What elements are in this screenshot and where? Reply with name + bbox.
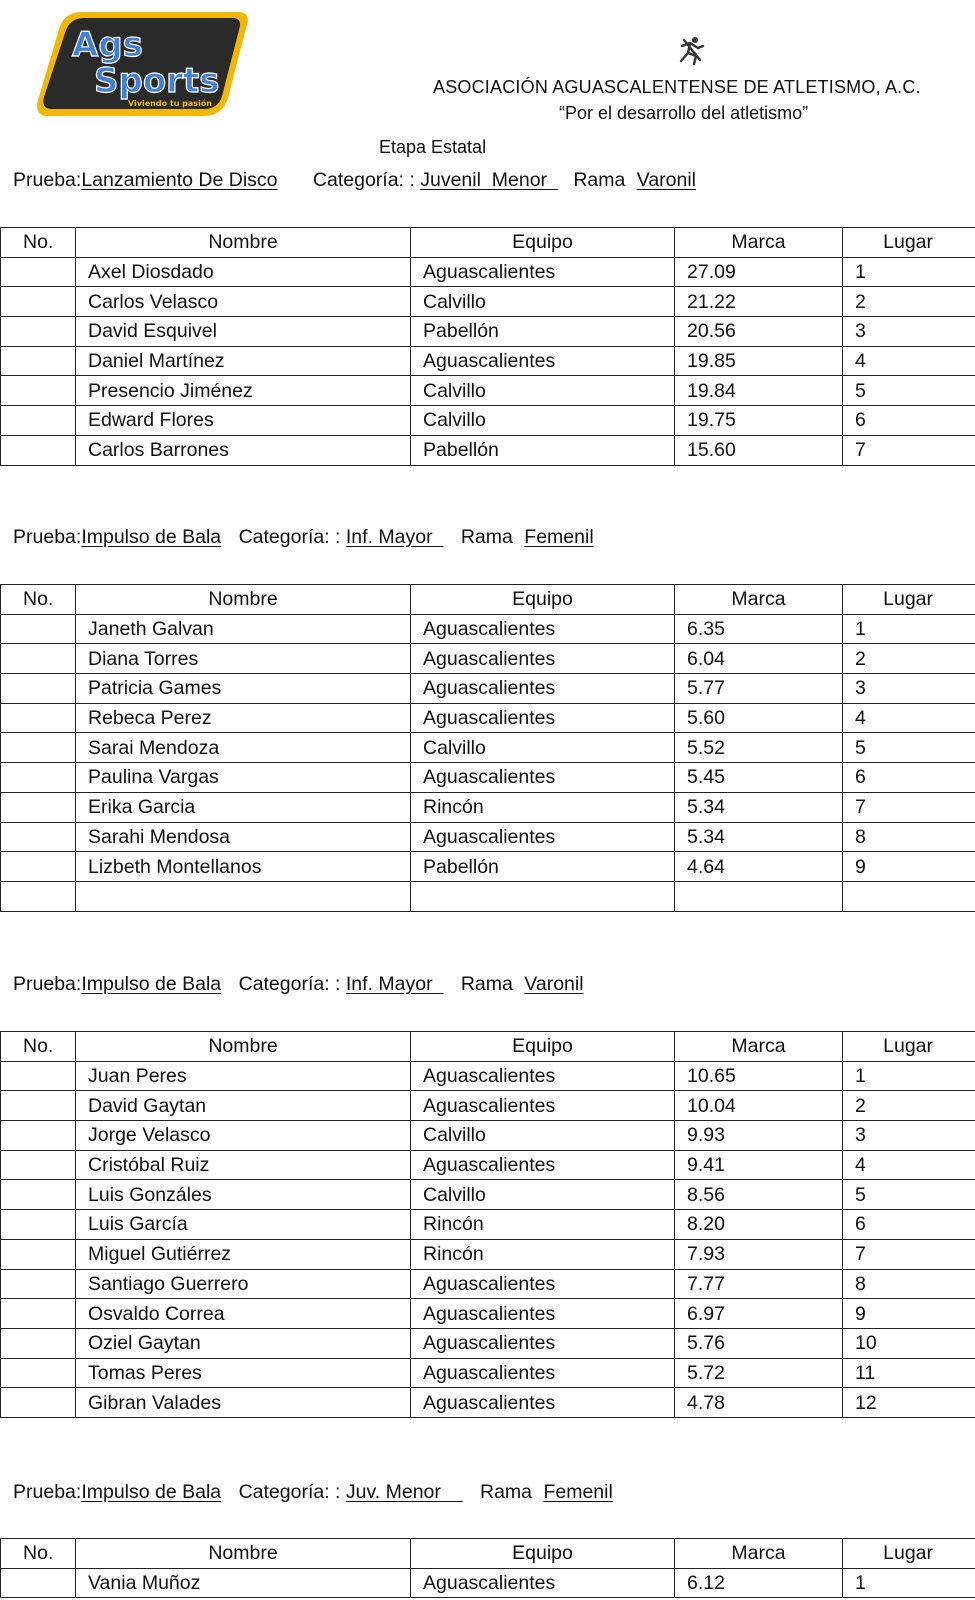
- table-row: [1, 881, 975, 911]
- cell-equipo: Aguascalientes: [411, 1061, 675, 1091]
- cell-equipo: Rincón: [411, 792, 675, 822]
- cell-nombre: Luis Gonzáles: [76, 1180, 411, 1210]
- cell-nombre: Erika Garcia: [76, 792, 411, 822]
- cell-lugar: 9: [843, 1299, 975, 1329]
- cell-no: [1, 287, 76, 317]
- cell-nombre: Tomas Peres: [76, 1358, 411, 1388]
- cell-no: [1, 1091, 76, 1121]
- cell-marca: 19.84: [675, 376, 843, 406]
- event-branch: Varonil: [524, 973, 584, 995]
- event-1-heading: [13, 169, 696, 192]
- cell-marca: 6.12: [675, 1568, 843, 1598]
- header-no: No.: [1, 1032, 76, 1062]
- event-category: Inf. Mayor: [345, 526, 444, 548]
- ags-sports-logo: [32, 6, 254, 121]
- event-category: Inf. Mayor: [345, 973, 444, 995]
- table-row: [1, 346, 975, 376]
- cell-marca: 9.93: [675, 1121, 843, 1151]
- cell-lugar: 10: [843, 1328, 975, 1358]
- cell-nombre: Daniel Martínez: [76, 346, 411, 376]
- cell-nombre: Sarai Mendoza: [76, 733, 411, 763]
- cell-equipo: Pabellón: [411, 435, 675, 465]
- cell-marca: 19.75: [675, 406, 843, 436]
- table-row: [1, 852, 975, 882]
- cell-marca: 15.60: [675, 435, 843, 465]
- cell-equipo: Pabellón: [411, 852, 675, 882]
- table-header-row: [1, 1539, 975, 1569]
- cell-equipo: [411, 881, 675, 911]
- event-name: Impulso de Bala: [81, 526, 222, 548]
- table-row: [1, 1150, 975, 1180]
- cell-equipo: Aguascalientes: [411, 1388, 675, 1418]
- cell-no: [1, 376, 76, 406]
- cell-equipo: Pabellón: [411, 317, 675, 347]
- cell-equipo: Aguascalientes: [411, 822, 675, 852]
- table-row: [1, 435, 975, 465]
- cell-lugar: 4: [843, 703, 975, 733]
- cell-no: [1, 1061, 76, 1091]
- table-row: [1, 287, 975, 317]
- cell-no: [1, 1299, 76, 1329]
- cell-equipo: Aguascalientes: [411, 346, 675, 376]
- cell-equipo: Calvillo: [411, 733, 675, 763]
- header-lugar: Lugar: [843, 1539, 975, 1569]
- cell-no: [1, 644, 76, 674]
- cell-no: [1, 1388, 76, 1418]
- table-row: [1, 257, 975, 287]
- cell-marca: 7.77: [675, 1269, 843, 1299]
- cell-marca: 10.65: [675, 1061, 843, 1091]
- logo-text-ags: Ags: [72, 25, 143, 65]
- cell-no: [1, 1269, 76, 1299]
- cell-lugar: 2: [843, 644, 975, 674]
- table-row: [1, 406, 975, 436]
- cell-nombre: Presencio Jiménez: [76, 376, 411, 406]
- header-nombre: Nombre: [76, 585, 411, 615]
- cell-marca: 19.85: [675, 346, 843, 376]
- cell-no: [1, 703, 76, 733]
- cell-nombre: David Gaytan: [76, 1091, 411, 1121]
- cell-lugar: 3: [843, 674, 975, 704]
- cell-no: [1, 852, 76, 882]
- cell-nombre: Rebeca Perez: [76, 703, 411, 733]
- runner-icon: [676, 34, 708, 66]
- cell-equipo: Aguascalientes: [411, 1150, 675, 1180]
- header-marca: Marca: [675, 1032, 843, 1062]
- header-equipo: Equipo: [411, 585, 675, 615]
- cell-no: [1, 674, 76, 704]
- cell-nombre: Juan Peres: [76, 1061, 411, 1091]
- cell-lugar: 2: [843, 1091, 975, 1121]
- cell-marca: 7.93: [675, 1239, 843, 1269]
- table-row: [1, 1091, 975, 1121]
- cell-equipo: Aguascalientes: [411, 1328, 675, 1358]
- cell-no: [1, 1210, 76, 1240]
- cell-lugar: 5: [843, 733, 975, 763]
- cell-equipo: Aguascalientes: [411, 1299, 675, 1329]
- cell-nombre: Gibran Valades: [76, 1388, 411, 1418]
- cell-marca: 5.34: [675, 822, 843, 852]
- cell-nombre: Santiago Guerrero: [76, 1269, 411, 1299]
- table-row: [1, 376, 975, 406]
- cell-no: [1, 1328, 76, 1358]
- header-marca: Marca: [675, 1539, 843, 1569]
- table-row: [1, 1180, 975, 1210]
- cell-equipo: Aguascalientes: [411, 257, 675, 287]
- cell-no: [1, 257, 76, 287]
- table-header-row: [1, 1032, 975, 1062]
- categoria-label: Categoría: :: [312, 169, 415, 191]
- event-category: Juv. Menor: [345, 1481, 463, 1503]
- cell-nombre: Vania Muñoz: [76, 1568, 411, 1598]
- cell-lugar: 11: [843, 1358, 975, 1388]
- cell-lugar: 4: [843, 1150, 975, 1180]
- rama-label: Rama: [460, 526, 513, 548]
- table-row: [1, 1269, 975, 1299]
- categoria-label: Categoría: :: [238, 1481, 341, 1503]
- table-row: [1, 792, 975, 822]
- cell-equipo: Calvillo: [411, 287, 675, 317]
- cell-lugar: 2: [843, 287, 975, 317]
- header-no: No.: [1, 228, 76, 258]
- cell-no: [1, 1150, 76, 1180]
- cell-nombre: Sarahi Mendosa: [76, 822, 411, 852]
- header-lugar: Lugar: [843, 585, 975, 615]
- header-equipo: Equipo: [411, 228, 675, 258]
- cell-no: [1, 1358, 76, 1388]
- cell-lugar: 1: [843, 1061, 975, 1091]
- header-marca: Marca: [675, 228, 843, 258]
- cell-no: [1, 1568, 76, 1598]
- header-no: No.: [1, 1539, 76, 1569]
- event-branch: Femenil: [524, 526, 594, 548]
- table-row: [1, 733, 975, 763]
- table-row: [1, 1239, 975, 1269]
- cell-lugar: 4: [843, 346, 975, 376]
- cell-marca: 4.78: [675, 1388, 843, 1418]
- prueba-label: Prueba:: [13, 169, 82, 191]
- table-row: [1, 1299, 975, 1329]
- cell-marca: 5.77: [675, 674, 843, 704]
- cell-marca: 20.56: [675, 317, 843, 347]
- cell-nombre: Miguel Gutiérrez: [76, 1239, 411, 1269]
- cell-marca: 8.20: [675, 1210, 843, 1240]
- cell-marca: 8.56: [675, 1180, 843, 1210]
- cell-equipo: Calvillo: [411, 1121, 675, 1151]
- event-name: Impulso de Bala: [81, 1481, 222, 1503]
- stage-label: Etapa Estatal: [379, 137, 487, 157]
- cell-lugar: 1: [843, 257, 975, 287]
- cell-nombre: Paulina Vargas: [76, 763, 411, 793]
- cell-equipo: Aguascalientes: [411, 1568, 675, 1598]
- cell-nombre: Jorge Velasco: [76, 1121, 411, 1151]
- cell-nombre: Carlos Velasco: [76, 287, 411, 317]
- cell-lugar: 6: [843, 1210, 975, 1240]
- cell-no: [1, 406, 76, 436]
- cell-marca: 6.35: [675, 614, 843, 644]
- cell-no: [1, 1121, 76, 1151]
- cell-nombre: Janeth Galvan: [76, 614, 411, 644]
- cell-equipo: Rincón: [411, 1210, 675, 1240]
- cell-lugar: 6: [843, 406, 975, 436]
- cell-marca: 4.64: [675, 852, 843, 882]
- header-nombre: Nombre: [76, 1539, 411, 1569]
- table-row: [1, 1121, 975, 1151]
- cell-marca: 5.34: [675, 792, 843, 822]
- cell-equipo: Aguascalientes: [411, 674, 675, 704]
- cell-equipo: Calvillo: [411, 406, 675, 436]
- cell-nombre: Axel Diosdado: [76, 257, 411, 287]
- cell-no: [1, 822, 76, 852]
- rama-label: Rama: [480, 1481, 533, 1503]
- cell-lugar: 3: [843, 1121, 975, 1151]
- results-table-4: [0, 1538, 975, 1598]
- cell-nombre: Diana Torres: [76, 644, 411, 674]
- prueba-label: Prueba:: [13, 526, 82, 548]
- cell-lugar: 3: [843, 317, 975, 347]
- table-row: [1, 763, 975, 793]
- cell-no: [1, 346, 76, 376]
- cell-equipo: Aguascalientes: [411, 703, 675, 733]
- cell-no: [1, 1239, 76, 1269]
- categoria-label: Categoría: :: [238, 526, 341, 548]
- cell-equipo: Aguascalientes: [411, 644, 675, 674]
- association-motto: “Por el desarrollo del atletismo”: [559, 103, 809, 123]
- cell-nombre: Osvaldo Correa: [76, 1299, 411, 1329]
- results-table-3: [0, 1031, 975, 1418]
- cell-marca: 5.72: [675, 1358, 843, 1388]
- cell-marca: [675, 881, 843, 911]
- cell-marca: 9.41: [675, 1150, 843, 1180]
- cell-lugar: 6: [843, 763, 975, 793]
- header-lugar: Lugar: [843, 1032, 975, 1062]
- cell-lugar: 7: [843, 435, 975, 465]
- event-2-heading: [13, 526, 594, 549]
- header-equipo: Equipo: [411, 1032, 675, 1062]
- logo-text-sports: Sports: [94, 61, 220, 101]
- cell-marca: 5.60: [675, 703, 843, 733]
- table-row: [1, 703, 975, 733]
- event-name: Lanzamiento De Disco: [81, 169, 278, 191]
- event-4-heading: [13, 1481, 613, 1504]
- cell-marca: 5.52: [675, 733, 843, 763]
- cell-no: [1, 763, 76, 793]
- header-lugar: Lugar: [843, 228, 975, 258]
- header-nombre: Nombre: [76, 1032, 411, 1062]
- cell-equipo: Calvillo: [411, 1180, 675, 1210]
- cell-marca: 5.45: [675, 763, 843, 793]
- header-no: No.: [1, 585, 76, 615]
- event-3-heading: [13, 973, 584, 996]
- cell-nombre: Edward Flores: [76, 406, 411, 436]
- cell-lugar: 5: [843, 376, 975, 406]
- cell-nombre: Lizbeth Montellanos: [76, 852, 411, 882]
- cell-nombre: David Esquivel: [76, 317, 411, 347]
- cell-lugar: [843, 881, 975, 911]
- cell-equipo: Aguascalientes: [411, 1269, 675, 1299]
- header-marca: Marca: [675, 585, 843, 615]
- table-row: [1, 1210, 975, 1240]
- table-row: [1, 674, 975, 704]
- cell-marca: 6.04: [675, 644, 843, 674]
- cell-marca: 21.22: [675, 287, 843, 317]
- cell-lugar: 1: [843, 614, 975, 644]
- rama-label: Rama: [460, 973, 513, 995]
- table-header-row: [1, 585, 975, 615]
- cell-no: [1, 792, 76, 822]
- table-row: [1, 1061, 975, 1091]
- cell-no: [1, 435, 76, 465]
- cell-equipo: Aguascalientes: [411, 763, 675, 793]
- header-equipo: Equipo: [411, 1539, 675, 1569]
- table-row: [1, 317, 975, 347]
- cell-lugar: 1: [843, 1568, 975, 1598]
- cell-equipo: Aguascalientes: [411, 614, 675, 644]
- table-row: [1, 644, 975, 674]
- cell-no: [1, 317, 76, 347]
- table-header-row: [1, 228, 975, 258]
- logo-tagline: Viviendo tu pasión: [128, 99, 213, 108]
- cell-marca: 27.09: [675, 257, 843, 287]
- association-name: ASOCIACIÓN AGUASCALENTENSE DE ATLETISMO, A.C.: [433, 77, 921, 97]
- cell-no: [1, 1180, 76, 1210]
- categoria-label: Categoría: :: [238, 973, 341, 995]
- results-table-1: [0, 227, 975, 466]
- cell-lugar: 9: [843, 852, 975, 882]
- prueba-label: Prueba:: [13, 1481, 82, 1503]
- cell-equipo: Aguascalientes: [411, 1091, 675, 1121]
- cell-equipo: Calvillo: [411, 376, 675, 406]
- event-branch: Femenil: [543, 1481, 613, 1503]
- cell-lugar: 5: [843, 1180, 975, 1210]
- cell-no: [1, 881, 76, 911]
- cell-lugar: 8: [843, 822, 975, 852]
- cell-lugar: 8: [843, 1269, 975, 1299]
- cell-equipo: Aguascalientes: [411, 1358, 675, 1388]
- header-nombre: Nombre: [76, 228, 411, 258]
- cell-marca: 5.76: [675, 1328, 843, 1358]
- table-row: [1, 1568, 975, 1598]
- cell-nombre: [76, 881, 411, 911]
- results-table-2: [0, 584, 975, 912]
- cell-nombre: Carlos Barrones: [76, 435, 411, 465]
- cell-no: [1, 614, 76, 644]
- event-name: Impulso de Bala: [81, 973, 222, 995]
- cell-lugar: 7: [843, 1239, 975, 1269]
- event-category: Juvenil Menor: [420, 169, 558, 191]
- table-row: [1, 614, 975, 644]
- cell-nombre: Luis García: [76, 1210, 411, 1240]
- cell-no: [1, 733, 76, 763]
- table-row: [1, 1388, 975, 1418]
- cell-marca: 10.04: [675, 1091, 843, 1121]
- rama-label: Rama: [573, 169, 626, 191]
- cell-equipo: Rincón: [411, 1239, 675, 1269]
- cell-lugar: 12: [843, 1388, 975, 1418]
- cell-nombre: Patricia Games: [76, 674, 411, 704]
- table-row: [1, 1328, 975, 1358]
- cell-marca: 6.97: [675, 1299, 843, 1329]
- table-row: [1, 1358, 975, 1388]
- prueba-label: Prueba:: [13, 973, 82, 995]
- cell-lugar: 7: [843, 792, 975, 822]
- cell-nombre: Cristóbal Ruiz: [76, 1150, 411, 1180]
- cell-nombre: Oziel Gaytan: [76, 1328, 411, 1358]
- table-row: [1, 822, 975, 852]
- event-branch: Varonil: [636, 169, 697, 191]
